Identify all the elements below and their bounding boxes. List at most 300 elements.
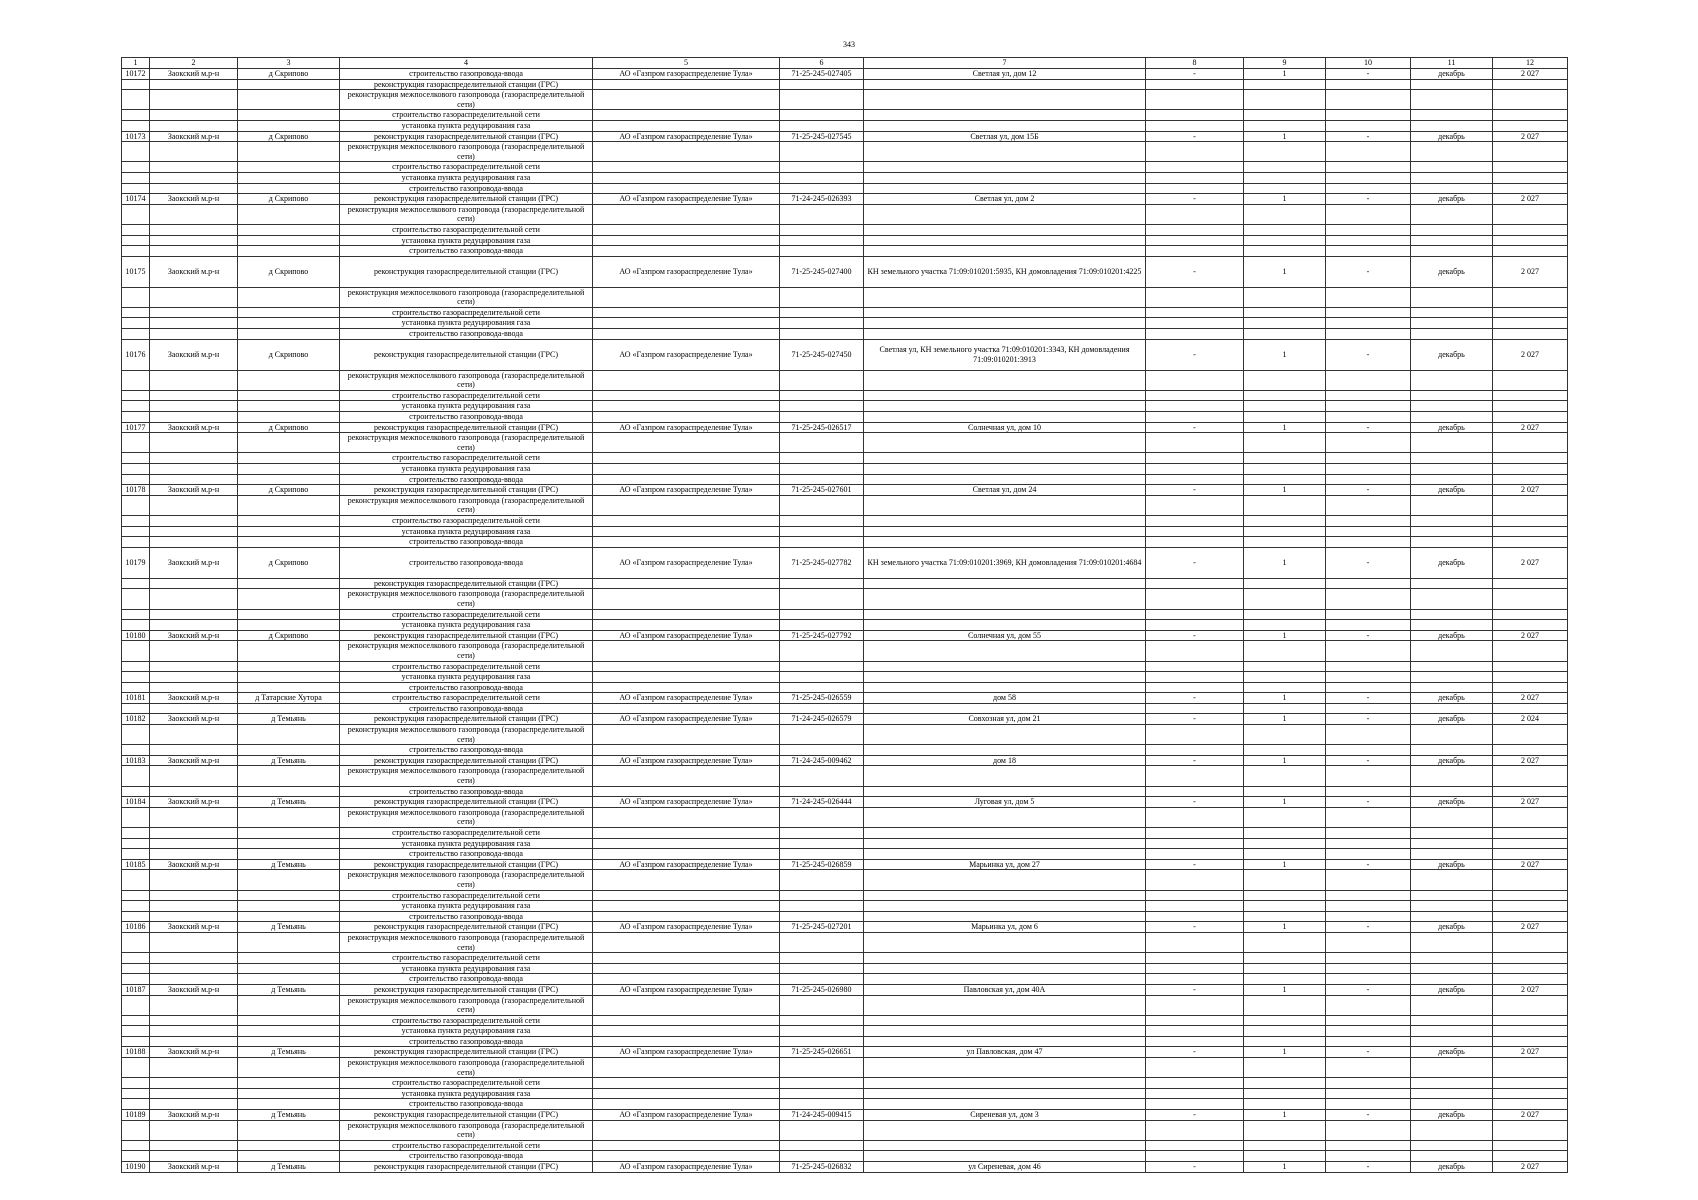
empty-cell bbox=[864, 745, 1146, 756]
empty-cell bbox=[593, 142, 780, 162]
col-8: - bbox=[1146, 714, 1244, 725]
empty-cell bbox=[150, 412, 238, 423]
table-subrow bbox=[122, 1140, 1568, 1151]
settlement: д Скрипово bbox=[238, 69, 340, 80]
empty-cell bbox=[1411, 90, 1493, 110]
column-number-1: 1 bbox=[122, 58, 150, 69]
empty-cell bbox=[780, 703, 864, 714]
empty-cell bbox=[1244, 620, 1326, 631]
work-type: реконструкция межпоселкового газопровода (газораспределительной сети) bbox=[340, 1058, 593, 1078]
empty-cell bbox=[864, 110, 1146, 121]
table-subrow bbox=[122, 183, 1568, 194]
empty-cell bbox=[150, 703, 238, 714]
empty-cell bbox=[1493, 162, 1568, 173]
table-subrow bbox=[122, 838, 1568, 849]
empty-cell bbox=[1146, 766, 1244, 786]
empty-cell bbox=[1411, 911, 1493, 922]
empty-cell bbox=[593, 412, 780, 423]
empty-cell bbox=[1493, 890, 1568, 901]
empty-cell bbox=[1411, 703, 1493, 714]
col-9: 1 bbox=[1244, 1162, 1326, 1173]
empty-cell bbox=[1244, 901, 1326, 912]
table-subrow bbox=[122, 287, 1568, 307]
year: 2 027 bbox=[1493, 630, 1568, 641]
empty-cell bbox=[122, 995, 150, 1015]
col-10: - bbox=[1326, 797, 1411, 808]
empty-cell bbox=[593, 110, 780, 121]
empty-cell bbox=[593, 838, 780, 849]
col-8: - bbox=[1146, 755, 1244, 766]
table-subrow bbox=[122, 870, 1568, 890]
empty-cell bbox=[780, 1120, 864, 1140]
year: 2 027 bbox=[1493, 547, 1568, 578]
empty-cell bbox=[1146, 911, 1244, 922]
empty-cell bbox=[1146, 725, 1244, 745]
empty-cell bbox=[780, 661, 864, 672]
empty-cell bbox=[1411, 412, 1493, 423]
empty-cell bbox=[864, 307, 1146, 318]
work-type: строительство газопровода-ввода bbox=[340, 412, 593, 423]
empty-cell bbox=[150, 526, 238, 537]
empty-cell bbox=[1146, 661, 1244, 672]
empty-cell bbox=[1411, 974, 1493, 985]
empty-cell bbox=[1146, 142, 1244, 162]
work-type: установка пункта редуцирования газа bbox=[340, 620, 593, 631]
empty-cell bbox=[1244, 515, 1326, 526]
district: Заокский м.р-н bbox=[150, 714, 238, 725]
address: КН земельного участка 71:09:010201:3969, КН домовладения 71:09:010201:4684 bbox=[864, 547, 1146, 578]
record-number: 10172 bbox=[122, 69, 150, 80]
empty-cell bbox=[1146, 307, 1244, 318]
empty-cell bbox=[1493, 1058, 1568, 1078]
col-9: 1 bbox=[1244, 984, 1326, 995]
empty-cell bbox=[1493, 641, 1568, 661]
district: Заокский м.р-н bbox=[150, 693, 238, 704]
empty-cell bbox=[780, 786, 864, 797]
empty-cell bbox=[864, 901, 1146, 912]
empty-cell bbox=[593, 911, 780, 922]
empty-cell bbox=[238, 901, 340, 912]
empty-cell bbox=[122, 464, 150, 475]
empty-cell bbox=[1493, 766, 1568, 786]
empty-cell bbox=[1244, 370, 1326, 390]
column-number-5: 5 bbox=[593, 58, 780, 69]
table-subrow bbox=[122, 79, 1568, 90]
work-type: установка пункта редуцирования газа bbox=[340, 235, 593, 246]
empty-cell bbox=[150, 1140, 238, 1151]
work-type: установка пункта редуцирования газа bbox=[340, 963, 593, 974]
empty-cell bbox=[1326, 682, 1411, 693]
empty-cell bbox=[864, 204, 1146, 224]
work-type: строительство газопровода-ввода bbox=[340, 547, 593, 578]
year: 2 027 bbox=[1493, 339, 1568, 370]
empty-cell bbox=[593, 235, 780, 246]
organization: АО «Газпром газораспределение Тула» bbox=[593, 485, 780, 496]
record-number: 10189 bbox=[122, 1110, 150, 1121]
organization: АО «Газпром газораспределение Тула» bbox=[593, 693, 780, 704]
empty-cell bbox=[1493, 318, 1568, 329]
empty-cell bbox=[1326, 412, 1411, 423]
record-number: 10187 bbox=[122, 984, 150, 995]
col-10: - bbox=[1326, 1047, 1411, 1058]
empty-cell bbox=[780, 807, 864, 827]
empty-cell bbox=[1146, 90, 1244, 110]
work-type: строительство газораспределительной сети bbox=[340, 162, 593, 173]
col-10: - bbox=[1326, 1162, 1411, 1173]
empty-cell bbox=[1411, 1120, 1493, 1140]
table-row bbox=[122, 131, 1568, 142]
empty-cell bbox=[780, 390, 864, 401]
empty-cell bbox=[1146, 1015, 1244, 1026]
table-subrow bbox=[122, 515, 1568, 526]
empty-cell bbox=[1411, 870, 1493, 890]
object-code: 71-25-245-027400 bbox=[780, 256, 864, 287]
work-type: строительство газораспределительной сети bbox=[340, 1015, 593, 1026]
empty-cell bbox=[1326, 162, 1411, 173]
empty-cell bbox=[1326, 786, 1411, 797]
empty-cell bbox=[238, 745, 340, 756]
empty-cell bbox=[1146, 745, 1244, 756]
year: 2 027 bbox=[1493, 984, 1568, 995]
empty-cell bbox=[238, 172, 340, 183]
empty-cell bbox=[780, 974, 864, 985]
empty-cell bbox=[1146, 1036, 1244, 1047]
record-number: 10176 bbox=[122, 339, 150, 370]
table-row bbox=[122, 69, 1568, 80]
month: декабрь bbox=[1411, 755, 1493, 766]
work-type: строительство газораспределительной сети bbox=[340, 515, 593, 526]
organization: АО «Газпром газораспределение Тула» bbox=[593, 339, 780, 370]
empty-cell bbox=[150, 725, 238, 745]
empty-cell bbox=[238, 641, 340, 661]
empty-cell bbox=[238, 661, 340, 672]
empty-cell bbox=[780, 412, 864, 423]
col-10: - bbox=[1326, 630, 1411, 641]
empty-cell bbox=[1326, 464, 1411, 475]
empty-cell bbox=[1244, 995, 1326, 1015]
empty-cell bbox=[238, 246, 340, 257]
month: декабрь bbox=[1411, 714, 1493, 725]
empty-cell bbox=[238, 838, 340, 849]
work-type: реконструкция газораспределительной станции (ГРС) bbox=[340, 1047, 593, 1058]
organization: АО «Газпром газораспределение Тула» bbox=[593, 797, 780, 808]
month: декабрь bbox=[1411, 194, 1493, 205]
col-8: - bbox=[1146, 859, 1244, 870]
table-subrow bbox=[122, 453, 1568, 464]
empty-cell bbox=[1146, 526, 1244, 537]
empty-cell bbox=[1244, 641, 1326, 661]
empty-cell bbox=[1146, 786, 1244, 797]
empty-cell bbox=[238, 142, 340, 162]
object-code: 71-25-245-027782 bbox=[780, 547, 864, 578]
empty-cell bbox=[864, 142, 1146, 162]
empty-cell bbox=[1146, 682, 1244, 693]
empty-cell bbox=[593, 495, 780, 515]
empty-cell bbox=[864, 828, 1146, 839]
column-number-6: 6 bbox=[780, 58, 864, 69]
empty-cell bbox=[1326, 703, 1411, 714]
empty-cell bbox=[122, 453, 150, 464]
work-type: реконструкция межпоселкового газопровода (газораспределительной сети) bbox=[340, 495, 593, 515]
settlement: д Темьянь bbox=[238, 922, 340, 933]
empty-cell bbox=[150, 661, 238, 672]
empty-cell bbox=[593, 390, 780, 401]
district: Заокский м.р-н bbox=[150, 256, 238, 287]
table-subrow bbox=[122, 641, 1568, 661]
empty-cell bbox=[1244, 682, 1326, 693]
empty-cell bbox=[150, 807, 238, 827]
col-10: - bbox=[1326, 859, 1411, 870]
empty-cell bbox=[1493, 464, 1568, 475]
empty-cell bbox=[1146, 172, 1244, 183]
empty-cell bbox=[864, 807, 1146, 827]
empty-cell bbox=[122, 390, 150, 401]
empty-cell bbox=[593, 318, 780, 329]
empty-cell bbox=[864, 911, 1146, 922]
district: Заокский м.р-н bbox=[150, 131, 238, 142]
empty-cell bbox=[150, 370, 238, 390]
empty-cell bbox=[1493, 329, 1568, 340]
empty-cell bbox=[1493, 90, 1568, 110]
work-type: установка пункта редуцирования газа bbox=[340, 464, 593, 475]
settlement: д Скрипово bbox=[238, 485, 340, 496]
year: 2 027 bbox=[1493, 755, 1568, 766]
empty-cell bbox=[864, 641, 1146, 661]
year: 2 027 bbox=[1493, 485, 1568, 496]
empty-cell bbox=[150, 246, 238, 257]
col-9: 1 bbox=[1244, 422, 1326, 433]
empty-cell bbox=[780, 329, 864, 340]
table-subrow bbox=[122, 120, 1568, 131]
empty-cell bbox=[1493, 537, 1568, 548]
empty-cell bbox=[1146, 79, 1244, 90]
empty-cell bbox=[122, 1036, 150, 1047]
empty-cell bbox=[780, 932, 864, 952]
work-type: строительство газораспределительной сети bbox=[340, 661, 593, 672]
empty-cell bbox=[1493, 495, 1568, 515]
empty-cell bbox=[1146, 162, 1244, 173]
col-10: - bbox=[1326, 339, 1411, 370]
work-type: реконструкция газораспределительной станции (ГРС) bbox=[340, 1110, 593, 1121]
object-code: 71-25-245-026559 bbox=[780, 693, 864, 704]
col-10: - bbox=[1326, 422, 1411, 433]
empty-cell bbox=[1326, 1078, 1411, 1089]
empty-cell bbox=[864, 79, 1146, 90]
empty-cell bbox=[1244, 401, 1326, 412]
empty-cell bbox=[122, 433, 150, 453]
empty-cell bbox=[238, 287, 340, 307]
record-number: 10178 bbox=[122, 485, 150, 496]
empty-cell bbox=[238, 1151, 340, 1162]
empty-cell bbox=[1146, 1058, 1244, 1078]
table-subrow bbox=[122, 110, 1568, 121]
empty-cell bbox=[780, 307, 864, 318]
col-10: - bbox=[1326, 984, 1411, 995]
empty-cell bbox=[780, 672, 864, 683]
empty-cell bbox=[1244, 703, 1326, 714]
empty-cell bbox=[1146, 370, 1244, 390]
empty-cell bbox=[864, 120, 1146, 131]
empty-cell bbox=[780, 1099, 864, 1110]
empty-cell bbox=[1244, 1026, 1326, 1037]
empty-cell bbox=[1146, 995, 1244, 1015]
empty-cell bbox=[238, 1120, 340, 1140]
organization: АО «Газпром газораспределение Тула» bbox=[593, 422, 780, 433]
empty-cell bbox=[1326, 370, 1411, 390]
table-subrow bbox=[122, 703, 1568, 714]
empty-cell bbox=[122, 235, 150, 246]
work-type: реконструкция межпоселкового газопровода (газораспределительной сети) bbox=[340, 641, 593, 661]
empty-cell bbox=[1493, 838, 1568, 849]
empty-cell bbox=[150, 224, 238, 235]
work-type: реконструкция межпоселкового газопровода (газораспределительной сети) bbox=[340, 142, 593, 162]
table-row bbox=[122, 1110, 1568, 1121]
empty-cell bbox=[780, 963, 864, 974]
year: 2 027 bbox=[1493, 194, 1568, 205]
col-10: - bbox=[1326, 69, 1411, 80]
empty-cell bbox=[1493, 828, 1568, 839]
work-type: реконструкция газораспределительной станции (ГРС) bbox=[340, 859, 593, 870]
empty-cell bbox=[1493, 963, 1568, 974]
empty-cell bbox=[1493, 932, 1568, 952]
empty-cell bbox=[1244, 235, 1326, 246]
empty-cell bbox=[593, 974, 780, 985]
empty-cell bbox=[864, 786, 1146, 797]
empty-cell bbox=[780, 433, 864, 453]
empty-cell bbox=[1411, 995, 1493, 1015]
col-8: - bbox=[1146, 1110, 1244, 1121]
empty-cell bbox=[122, 329, 150, 340]
empty-cell bbox=[122, 578, 150, 589]
empty-cell bbox=[593, 329, 780, 340]
empty-cell bbox=[122, 838, 150, 849]
work-type: строительство газопровода-ввода bbox=[340, 1099, 593, 1110]
empty-cell bbox=[1326, 1026, 1411, 1037]
month: декабрь bbox=[1411, 69, 1493, 80]
table-subrow bbox=[122, 807, 1568, 827]
month: декабрь bbox=[1411, 547, 1493, 578]
empty-cell bbox=[864, 870, 1146, 890]
empty-cell bbox=[864, 1120, 1146, 1140]
col-8: - bbox=[1146, 1162, 1244, 1173]
empty-cell bbox=[122, 1120, 150, 1140]
col-9: 1 bbox=[1244, 714, 1326, 725]
empty-cell bbox=[238, 453, 340, 464]
empty-cell bbox=[238, 90, 340, 110]
empty-cell bbox=[122, 661, 150, 672]
empty-cell bbox=[593, 224, 780, 235]
empty-cell bbox=[1326, 1099, 1411, 1110]
empty-cell bbox=[1244, 870, 1326, 890]
empty-cell bbox=[1493, 870, 1568, 890]
col-9: 1 bbox=[1244, 630, 1326, 641]
empty-cell bbox=[1146, 828, 1244, 839]
table-row bbox=[122, 984, 1568, 995]
empty-cell bbox=[1326, 995, 1411, 1015]
empty-cell bbox=[780, 183, 864, 194]
table-subrow bbox=[122, 661, 1568, 672]
empty-cell bbox=[1326, 110, 1411, 121]
object-code: 71-25-245-026651 bbox=[780, 1047, 864, 1058]
year: 2 027 bbox=[1493, 1110, 1568, 1121]
empty-cell bbox=[1411, 849, 1493, 860]
col-8: - bbox=[1146, 339, 1244, 370]
work-type: строительство газопровода-ввода bbox=[340, 849, 593, 860]
empty-cell bbox=[1244, 183, 1326, 194]
empty-cell bbox=[150, 1015, 238, 1026]
empty-cell bbox=[780, 849, 864, 860]
empty-cell bbox=[593, 1099, 780, 1110]
work-type: реконструкция газораспределительной станции (ГРС) bbox=[340, 714, 593, 725]
empty-cell bbox=[1244, 287, 1326, 307]
empty-cell bbox=[864, 932, 1146, 952]
work-type: строительство газораспределительной сети bbox=[340, 307, 593, 318]
empty-cell bbox=[1326, 287, 1411, 307]
empty-cell bbox=[864, 609, 1146, 620]
empty-cell bbox=[150, 464, 238, 475]
work-type: строительство газораспределительной сети bbox=[340, 828, 593, 839]
empty-cell bbox=[1244, 974, 1326, 985]
empty-cell bbox=[150, 79, 238, 90]
empty-cell bbox=[1411, 1015, 1493, 1026]
empty-cell bbox=[593, 1026, 780, 1037]
empty-cell bbox=[1411, 142, 1493, 162]
col-8: - bbox=[1146, 797, 1244, 808]
empty-cell bbox=[238, 953, 340, 964]
object-code: 71-24-245-026393 bbox=[780, 194, 864, 205]
empty-cell bbox=[1411, 307, 1493, 318]
empty-cell bbox=[1411, 79, 1493, 90]
record-number: 10173 bbox=[122, 131, 150, 142]
empty-cell bbox=[238, 401, 340, 412]
address: Павловская ул, дом 40А bbox=[864, 984, 1146, 995]
empty-cell bbox=[1411, 1151, 1493, 1162]
empty-cell bbox=[122, 515, 150, 526]
work-type: установка пункта редуцирования газа bbox=[340, 172, 593, 183]
work-type: реконструкция газораспределительной станции (ГРС) bbox=[340, 256, 593, 287]
work-type: установка пункта редуцирования газа bbox=[340, 401, 593, 412]
empty-cell bbox=[1493, 1099, 1568, 1110]
col-10: - bbox=[1326, 485, 1411, 496]
empty-cell bbox=[1411, 120, 1493, 131]
table-subrow bbox=[122, 329, 1568, 340]
empty-cell bbox=[122, 1151, 150, 1162]
empty-cell bbox=[1146, 609, 1244, 620]
empty-cell bbox=[593, 807, 780, 827]
empty-cell bbox=[593, 162, 780, 173]
table-body bbox=[122, 58, 1568, 1173]
empty-cell bbox=[1326, 495, 1411, 515]
empty-cell bbox=[1146, 1120, 1244, 1140]
empty-cell bbox=[1326, 901, 1411, 912]
record-number: 10179 bbox=[122, 547, 150, 578]
settlement: д Скрипово bbox=[238, 339, 340, 370]
empty-cell bbox=[150, 974, 238, 985]
object-code: 71-25-245-027545 bbox=[780, 131, 864, 142]
empty-cell bbox=[150, 1036, 238, 1047]
address: Солнечная ул, дом 55 bbox=[864, 630, 1146, 641]
column-number-3: 3 bbox=[238, 58, 340, 69]
empty-cell bbox=[1493, 515, 1568, 526]
empty-cell bbox=[864, 526, 1146, 537]
table-subrow bbox=[122, 901, 1568, 912]
col-10: - bbox=[1326, 131, 1411, 142]
empty-cell bbox=[122, 1088, 150, 1099]
empty-cell bbox=[1244, 953, 1326, 964]
empty-cell bbox=[593, 1078, 780, 1089]
empty-cell bbox=[1326, 329, 1411, 340]
empty-cell bbox=[1326, 661, 1411, 672]
